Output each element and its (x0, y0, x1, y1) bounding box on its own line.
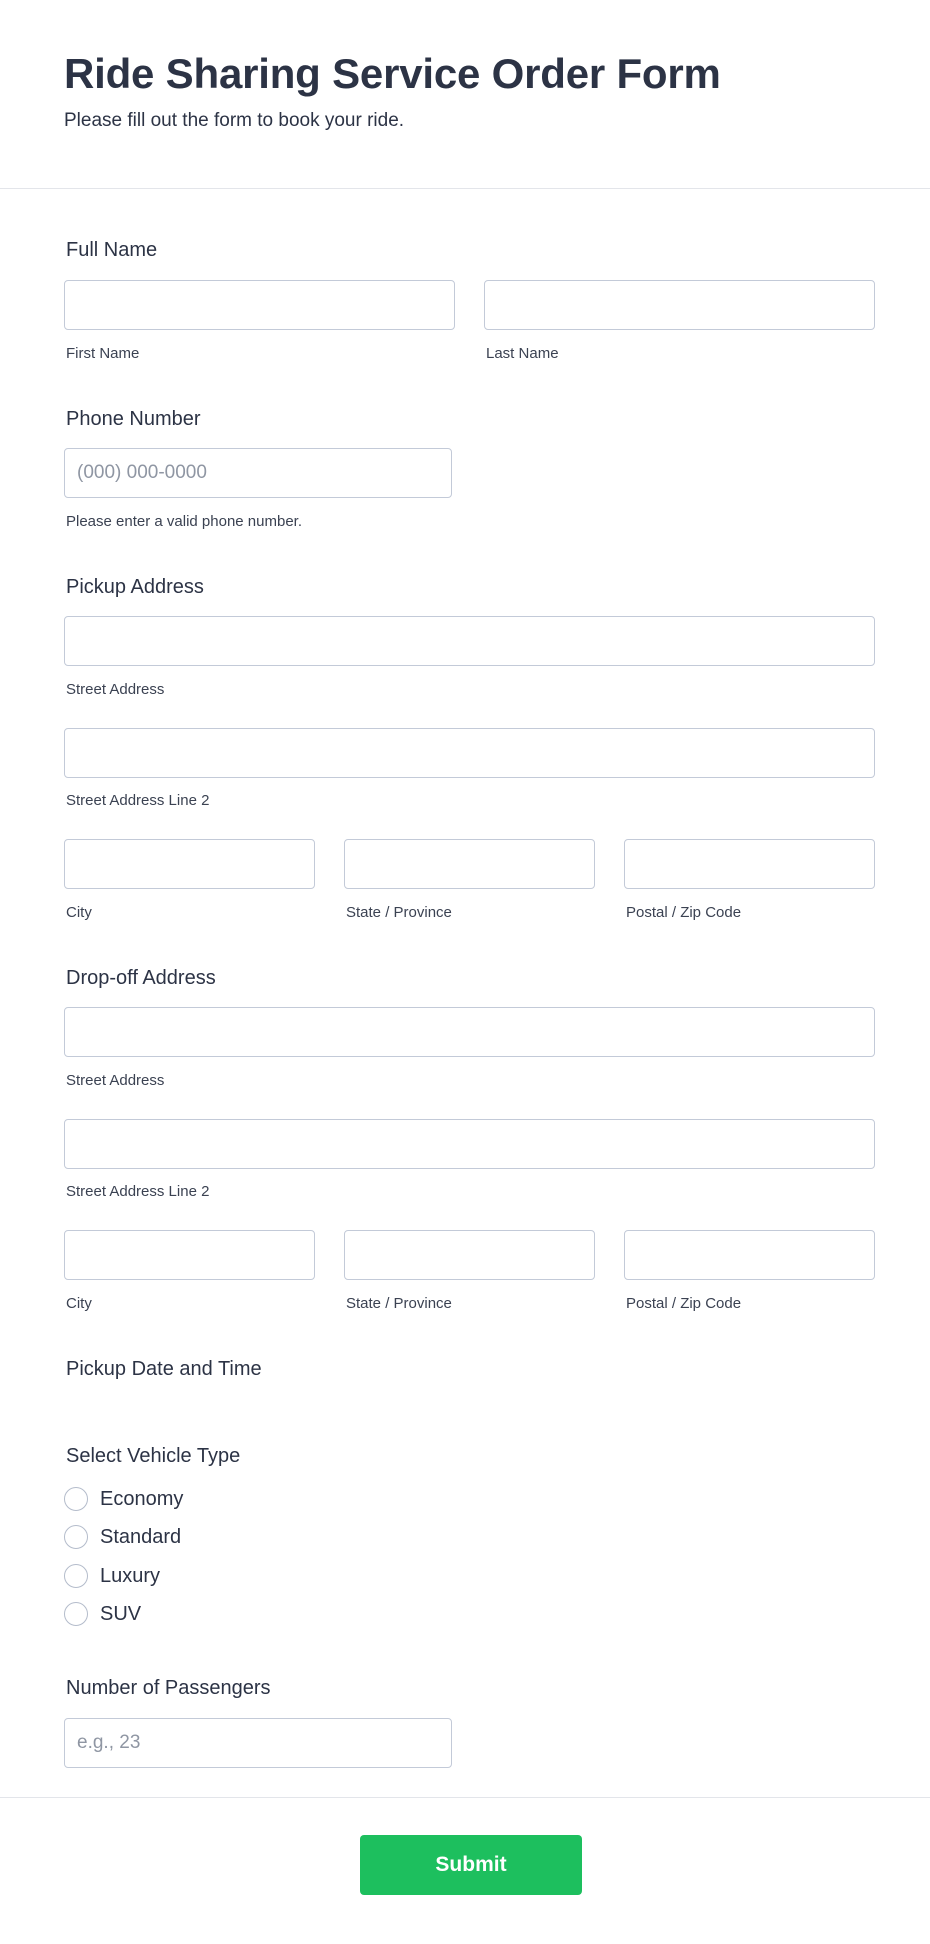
pickup-zip-sublabel: Postal / Zip Code (626, 904, 742, 921)
pickup-address-label: Pickup Address (66, 576, 204, 598)
vehicle-option-label: Standard (100, 1525, 182, 1548)
phone-hint: Please enter a valid phone number. (66, 513, 302, 530)
dropoff-street2-sublabel: Street Address Line 2 (66, 1183, 210, 1200)
footer-divider (0, 1797, 930, 1798)
last-name-input[interactable] (484, 280, 875, 330)
radio-circle[interactable] (64, 1564, 88, 1588)
dropoff-state-sublabel: State / Province (346, 1295, 452, 1312)
vehicle-option-label: Luxury (100, 1564, 161, 1587)
dropoff-zip-input[interactable] (624, 1230, 875, 1280)
radio-circle[interactable] (64, 1487, 88, 1511)
vehicle-option-economy[interactable] (64, 1486, 183, 1512)
pickup-datetime-label: Pickup Date and Time (66, 1358, 262, 1380)
pickup-zip-input[interactable] (624, 839, 875, 889)
dropoff-state-input[interactable] (344, 1230, 595, 1280)
dropoff-street-input[interactable] (64, 1007, 875, 1057)
last-name-sublabel: Last Name (486, 345, 559, 362)
vehicle-option-suv[interactable] (64, 1601, 141, 1627)
vehicle-option-standard[interactable] (64, 1524, 181, 1550)
pickup-street-input[interactable] (64, 616, 875, 666)
phone-label: Phone Number (66, 408, 201, 430)
vehicle-option-label: SUV (100, 1602, 142, 1625)
passengers-input[interactable] (64, 1718, 452, 1768)
dropoff-city-input[interactable] (64, 1230, 315, 1280)
first-name-input[interactable] (64, 280, 455, 330)
dropoff-street2-input[interactable] (64, 1119, 875, 1169)
vehicle-option-label: Economy (100, 1487, 184, 1510)
pickup-street2-sublabel: Street Address Line 2 (66, 792, 210, 809)
radio-circle[interactable] (64, 1602, 88, 1626)
phone-input[interactable] (64, 448, 452, 498)
vehicle-type-label: Select Vehicle Type (66, 1445, 241, 1467)
dropoff-city-sublabel: City (66, 1295, 92, 1312)
pickup-street-sublabel: Street Address (66, 681, 165, 698)
pickup-state-sublabel: State / Province (346, 904, 452, 921)
pickup-street2-input[interactable] (64, 728, 875, 778)
form-header (0, 0, 930, 189)
pickup-city-input[interactable] (64, 839, 315, 889)
submit-button[interactable]: Submit (360, 1835, 582, 1895)
pickup-state-input[interactable] (344, 839, 595, 889)
first-name-sublabel: First Name (66, 345, 140, 362)
dropoff-street-sublabel: Street Address (66, 1072, 165, 1089)
full-name-label: Full Name (66, 239, 158, 261)
radio-circle[interactable] (64, 1525, 88, 1549)
page-subtitle: Please fill out the form to book your ride. (64, 110, 405, 131)
pickup-city-sublabel: City (66, 904, 92, 921)
vehicle-option-luxury[interactable] (64, 1563, 160, 1589)
page-title: Ride Sharing Service Order Form (64, 50, 721, 97)
dropoff-zip-sublabel: Postal / Zip Code (626, 1295, 742, 1312)
passengers-label: Number of Passengers (66, 1677, 271, 1699)
dropoff-address-label: Drop-off Address (66, 967, 216, 989)
